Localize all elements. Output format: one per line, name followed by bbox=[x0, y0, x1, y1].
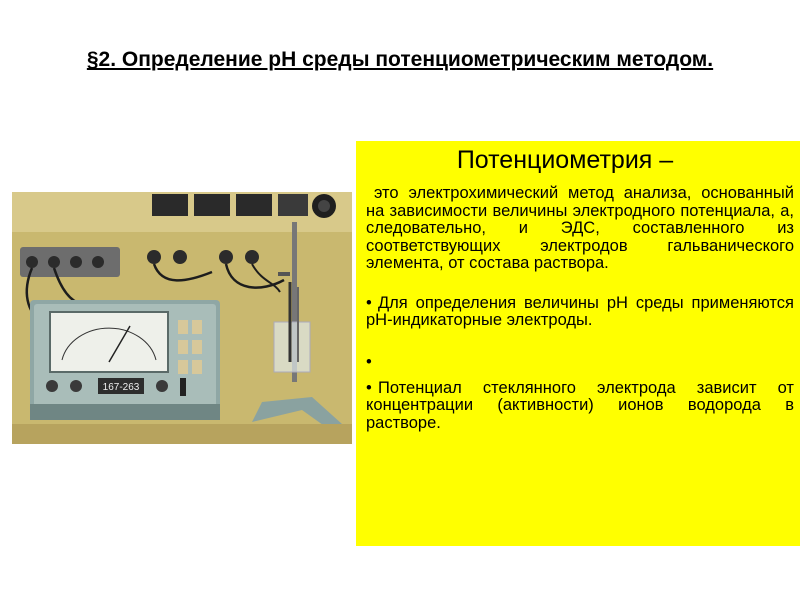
bullet-item-electrodes-text: Для определения величины рН среды применяются рН-индикаторные электроды. bbox=[366, 293, 794, 329]
device-label: 167-263 bbox=[102, 382, 140, 393]
bullet-icon: • bbox=[366, 293, 372, 312]
bullet-item-electrodes bbox=[366, 295, 794, 330]
slide-title: §2. Определение рН среды потенциометрическим методом. bbox=[86, 48, 714, 71]
box-heading: Потенциометрия – bbox=[456, 146, 674, 174]
bullet-icon: • bbox=[366, 378, 372, 397]
definition-text: это электрохимический метод анализа, основанный на зависимости величины электродного потенциала, а, следовательно, и ЭДС, составленного из соответствующих электродов гальванического элемента, от состава раствора. bbox=[366, 184, 794, 272]
definition-box bbox=[356, 141, 800, 546]
bullet-item-glass-electrode bbox=[366, 380, 794, 433]
bullet-item-empty bbox=[366, 354, 794, 372]
lab-equipment-photo bbox=[12, 192, 352, 444]
bullet-icon: • bbox=[366, 352, 372, 371]
lab-potentiometer-photo-icon bbox=[12, 192, 352, 444]
bullet-item-glass-electrode-text: Потенциал стеклянного электрода зависит от концентрации (активности) ионов водорода в растворе. bbox=[366, 378, 794, 432]
